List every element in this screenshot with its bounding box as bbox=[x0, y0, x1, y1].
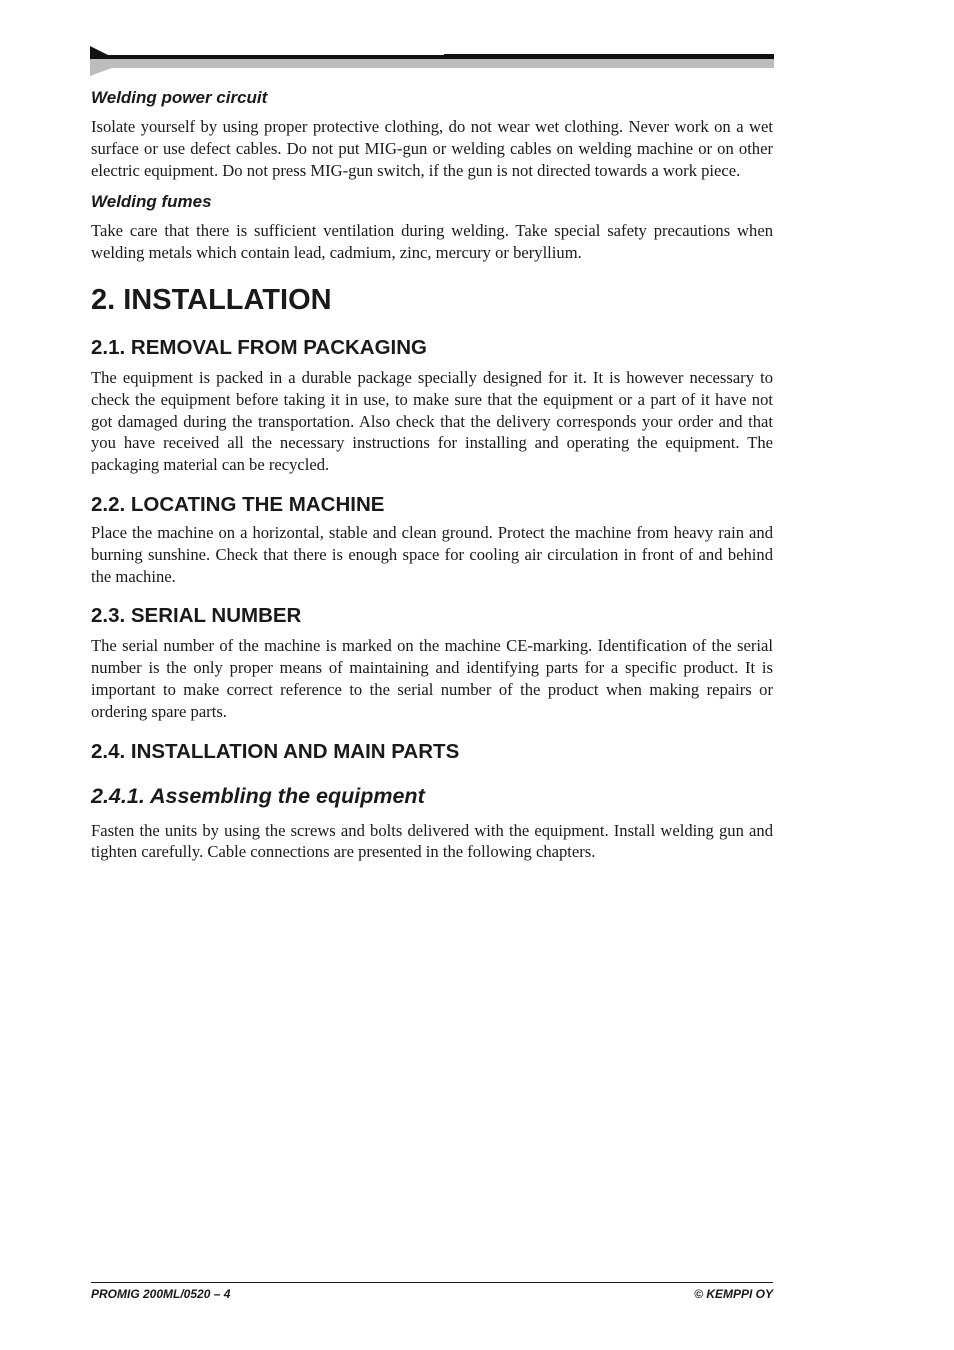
page-header-bar bbox=[90, 46, 774, 76]
heading-serial-number: 2.3. SERIAL NUMBER bbox=[91, 604, 302, 628]
heading-installation: 2. INSTALLATION bbox=[91, 283, 332, 316]
page-content bbox=[91, 87, 773, 863]
paragraph-welding-power-circuit: Isolate yourself by using proper protective clothing, do not wear wet clothing. Never work on a wet surface or use defect cables. Do not put MIG-gun or welding cables on welding machine or on other electric equipment. Do not press MIG-gun switch, if the gun is not directed towards a work piece. bbox=[91, 117, 773, 180]
paragraph-serial-number: The serial number of the machine is marked on the machine CE-marking. Identification of the serial number is the only proper means of maintaining and identifying parts for a specific product. It is important to make correct reference to the serial number of the product when making repairs or ordering spare parts. bbox=[91, 636, 773, 721]
footer-copyright: © KEMPPI OY bbox=[694, 1287, 773, 1301]
paragraph-assembling-the-equipment: Fasten the units by using the screws and bolts delivered with the equipment. Install welding gun and tighten carefully. Cable connections are presented in the following chapters. bbox=[91, 820, 773, 862]
paragraph-removal-from-packaging: The equipment is packed in a durable package specially designed for it. It is however necessary to check the equipment before taking it in use, to make sure that the equipment or a part of it have not got damaged during the transportation. Also check that the delivery corresponds your order and that you have received all the necessary instructions for installing and operating the equipment. The packaging material can be recycled. bbox=[91, 367, 773, 475]
subheading-welding-fumes: Welding fumes bbox=[91, 192, 212, 212]
paragraph-locating-the-machine: Place the machine on a horizontal, stable and clean ground. Protect the machine from heavy rain and burning sunshine. Check that there is enough space for cooling air circulation in front of and behind the machine. bbox=[91, 522, 773, 586]
heading-installation-and-main-parts: 2.4. INSTALLATION AND MAIN PARTS bbox=[91, 739, 460, 763]
heading-locating-the-machine: 2.2. LOCATING THE MACHINE bbox=[91, 492, 385, 516]
footer-document-id: PROMIG 200ML/0520 – 4 bbox=[91, 1287, 231, 1301]
heading-assembling-the-equipment: 2.4.1. Assembling the equipment bbox=[91, 783, 425, 808]
heading-removal-from-packaging: 2.1. REMOVAL FROM PACKAGING bbox=[91, 335, 427, 359]
footer-divider bbox=[91, 1282, 773, 1283]
subheading-welding-power-circuit: Welding power circuit bbox=[91, 88, 268, 107]
paragraph-welding-fumes: Take care that there is sufficient ventilation during welding. Take special safety precautions when welding metals which contain lead, cadmium, zinc, mercury or beryllium. bbox=[91, 221, 773, 263]
